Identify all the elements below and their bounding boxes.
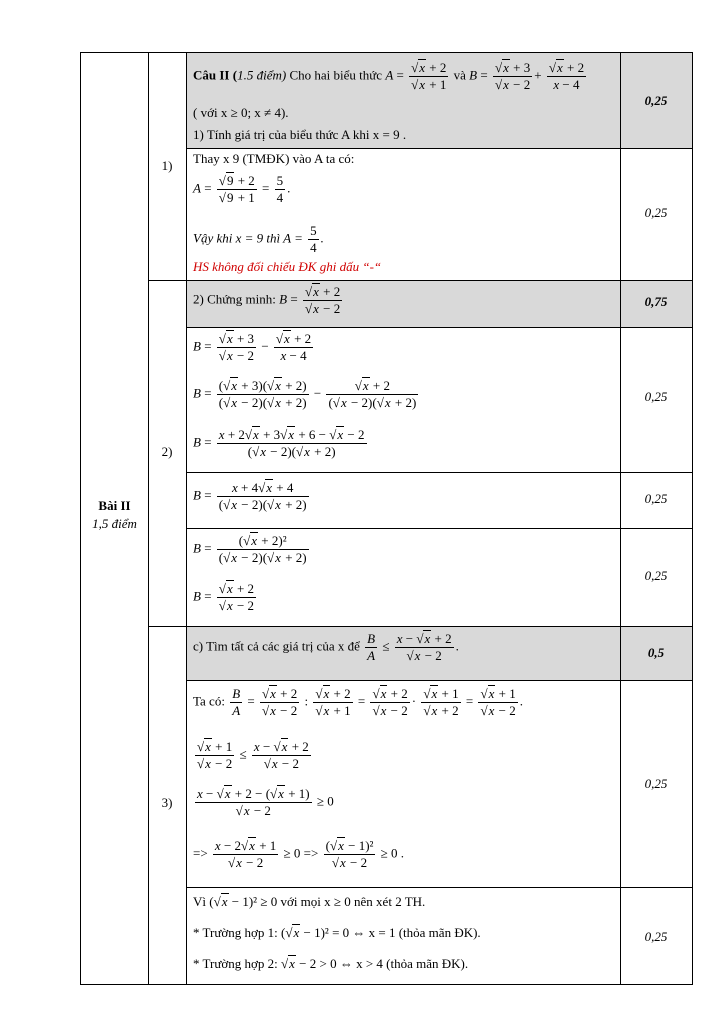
score: 0,75	[644, 294, 668, 309]
part-number: 1)	[161, 158, 173, 173]
condition: ( với x ≥ 0; x ≠ 4).	[193, 105, 289, 120]
divider	[620, 53, 621, 984]
section-title: Bài II	[98, 498, 131, 513]
solution-3-line: => $\frac{x - 2√x + 1}{√x - 2}$ ≥ 0 => $\frac{\text{(√x − 1)²}}{√x - 2}$ ≥ 0 .	[193, 838, 405, 870]
part-number: 3)	[161, 795, 173, 810]
solution-3-case-intro: Vì (√x − 1)² ≥ 0 với mọi x ≥ 0 nên xét 2 TH.	[193, 894, 426, 909]
solution-3-case-1: * Trường hợp 1: (√x − 1)² = 0 ⇔ x = 1 (thỏa mãn ĐK).	[193, 925, 481, 940]
solution-2-line: B = $\frac{x + 2√x + 3√x + 6 - √x - 2}{(√x - 2)(√x + 2)}$	[193, 427, 365, 459]
score: 0,25	[644, 93, 668, 108]
expr-b1: $\frac{√x + 3}{√x - 2}$	[494, 60, 531, 92]
solution-3-line: $\frac{√x + 1}{√x - 2}$ ≤ $\frac{x - √x + 2}{√x - 2}$	[197, 739, 309, 771]
solution-1-calc: A = $\frac{√9 + 2}{√9 + 1}$ = $\frac{5}{4}$ .	[193, 173, 291, 205]
solution-1-line: Thay x 9 (TMĐK) vào A ta có:	[193, 151, 355, 166]
question-header: Câu II (1.5 điểm) Cho hai biểu thức A = $\frac{√x + 2}{√x + 1}$ và B = $\frac{√x + 3}{√x - 2}$ + $\frac{√x + 2}{x - 4}$	[193, 60, 585, 92]
solution-1-conclusion: Vậy khi x = 9 thì A = $\frac{5}{4}$ .	[193, 223, 324, 255]
solution-2-line: B = $\frac{x + 4√x + 4}{(√x - 2)(√x + 2)}$	[193, 480, 307, 512]
content-column	[193, 53, 618, 980]
expr-b2: $\frac{√x + 2}{x - 4}$	[548, 60, 585, 92]
grading-note: HS không đối chiếu ĐK ghi dấu “-“	[193, 259, 382, 274]
solution-2-line: B = $\frac{(√x + 3)(√x + 2)}{(√x - 2)(√x + 2)}$ − $\frac{√x + 2}{(√x - 2)(√x + 2)}$	[193, 378, 417, 410]
score: 0,25	[644, 389, 668, 404]
score: 0,25	[644, 491, 668, 506]
solution-3-case-2: * Trường hợp 2: √x − 2 > 0 ⇔ x > 4 (thỏa mãn ĐK).	[193, 956, 469, 971]
solution-2-line: B = $\frac{√x + 3}{√x - 2}$ − $\frac{√x + 2}{x - 4}$	[193, 331, 312, 363]
part-number: 2)	[161, 444, 173, 459]
expr-a: $\frac{√x + 2}{√x + 1}$	[411, 60, 447, 92]
part-2-prompt: 2) Chứng minh: B = $\frac{√x + 2}{√x - 2}$	[193, 284, 341, 316]
solution-3-line: Ta có: $\frac{B}{A}$ = $\frac{√x + 2}{√x - 2}$ : $\frac{√x + 2}{√x + 1}$ = $\frac{√x + 2}{√x - 2}$ · $\frac{√x + 1}{√x + 2}$ = $\frac{√x + 1}{√x - 2}$ .	[193, 686, 523, 718]
divider	[186, 53, 187, 984]
answer-table	[80, 52, 693, 985]
score: 0,25	[644, 776, 668, 791]
solution-2-line: B = $\frac{\text{(√x + 2)²}}{(√x - 2)(√x + 2)}$	[193, 533, 307, 565]
score: 0,25	[644, 568, 668, 583]
score: 0,25	[644, 205, 668, 220]
score: 0,25	[644, 929, 668, 944]
solution-2-line: B = $\frac{√x + 2}{√x - 2}$	[193, 581, 255, 613]
part-3-prompt: c) Tìm tất cả các giá trị của x để $\frac{B}{A}$ ≤ $\frac{x - √x + 2}{√x - 2}$ .	[193, 631, 459, 663]
solution-3-line: $\frac{x - √x + 2 - (√x + 1)}{√x - 2}$ ≥ 0	[197, 786, 334, 818]
part-1-prompt: 1) Tính giá trị của biểu thức A khi x = 9 .	[193, 127, 407, 142]
section-points: 1,5 điểm	[92, 516, 137, 531]
score: 0,5	[647, 645, 665, 660]
divider	[148, 53, 149, 984]
